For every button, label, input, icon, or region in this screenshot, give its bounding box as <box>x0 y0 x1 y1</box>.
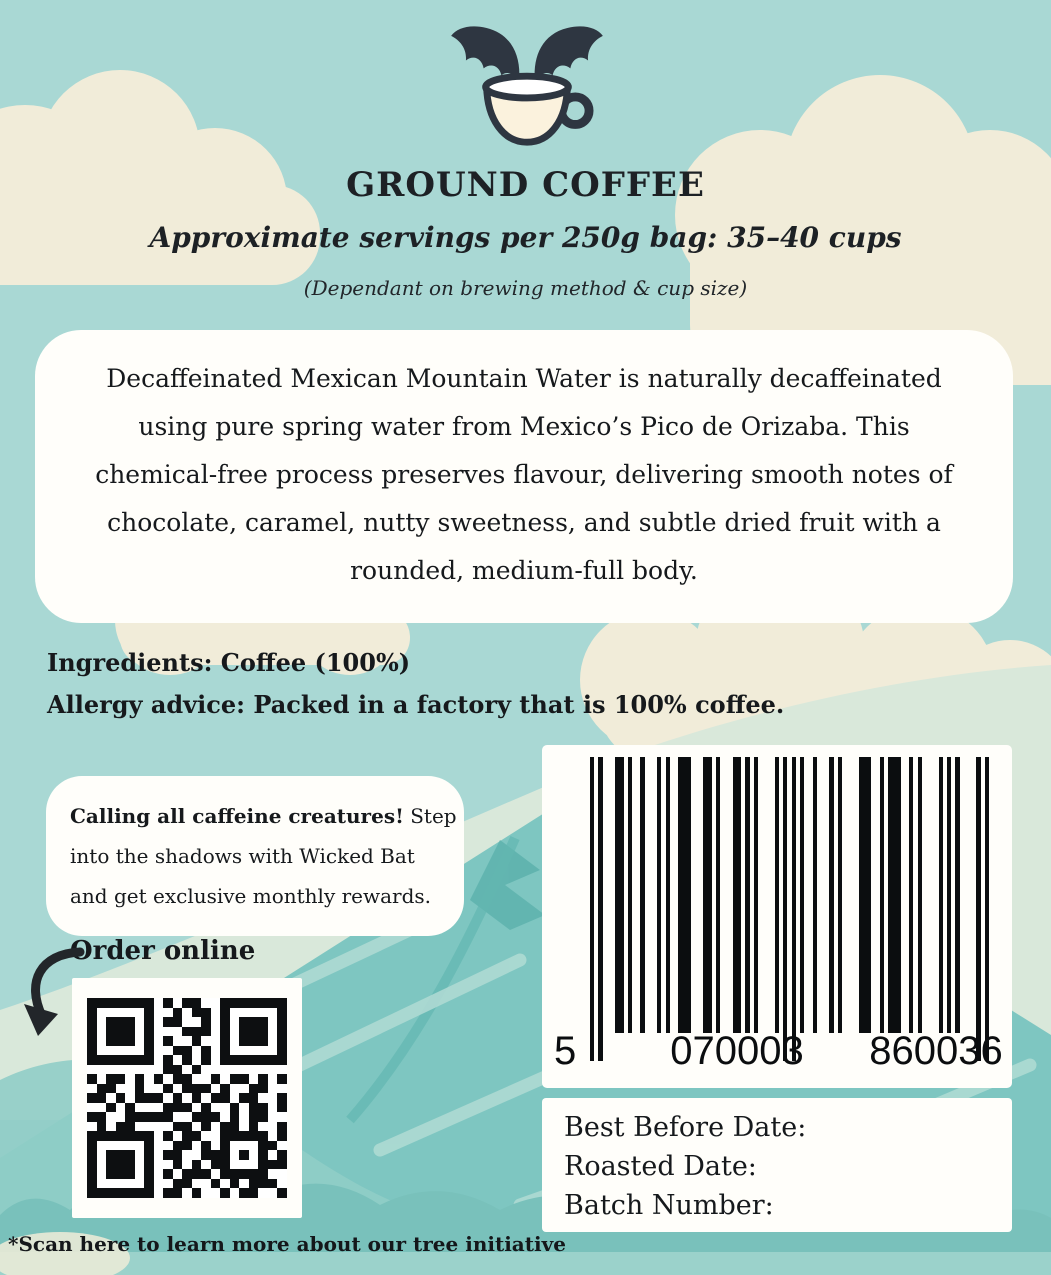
qr-card <box>72 978 302 1218</box>
promo-text: into the shadows with Wicked Bat <box>70 844 415 868</box>
allergy-line: Allergy advice: Packed in a factory that is 100% coffee. <box>47 690 785 719</box>
servings-line: Approximate servings per 250g bag: 35–40 cups <box>149 221 902 254</box>
barcode-card <box>542 745 1012 1088</box>
servings-note: (Dependant on brewing method & cup size) <box>303 276 748 300</box>
order-online-label: Order online <box>70 936 256 966</box>
batch-number-label: Batch Number: <box>564 1190 774 1221</box>
coffee-cup-icon <box>486 76 589 142</box>
ingredients-line: Ingredients: Coffee (100%) <box>47 648 411 677</box>
barcode-icon <box>590 757 989 1061</box>
barcode-digit-first: 5 <box>554 1029 577 1073</box>
best-before-label: Best Before Date: <box>564 1112 807 1143</box>
bat-wings-icon <box>451 26 603 80</box>
product-title: GROUND COFFEE <box>346 165 705 205</box>
barcode-digit-group1: 070003 <box>670 1029 804 1073</box>
barcode-digit-group2: 860036 <box>869 1029 1003 1073</box>
promo-text: Step <box>403 804 457 828</box>
description-text: Decaffeinated Mexican Mountain Water is naturally decaffeinated using pure spring water from Mexico’s Pico de Orizaba. This chemical-free process preserves flavour, delivering smooth notes of chocolate, caramel, nutty sweetness, and subtle dried fruit with a rounded, medium-full body. <box>95 364 953 585</box>
promo-lead: Calling all caffeine creatures! <box>70 804 404 828</box>
roasted-date-label: Roasted Date: <box>564 1151 757 1182</box>
promo-line <box>70 836 444 876</box>
ingredients-block <box>47 642 784 726</box>
promo-card <box>46 776 464 936</box>
bat-coffee-logo <box>443 24 611 157</box>
tree-initiative-footnote: *Scan here to learn more about our tree initiative <box>8 1232 566 1256</box>
dates-card <box>542 1098 1012 1232</box>
promo-text: and get exclusive monthly rewards. <box>70 884 432 908</box>
promo-line <box>70 876 444 916</box>
qr-code-icon <box>87 998 287 1198</box>
description-card <box>35 330 1013 623</box>
promo-line <box>70 796 457 836</box>
